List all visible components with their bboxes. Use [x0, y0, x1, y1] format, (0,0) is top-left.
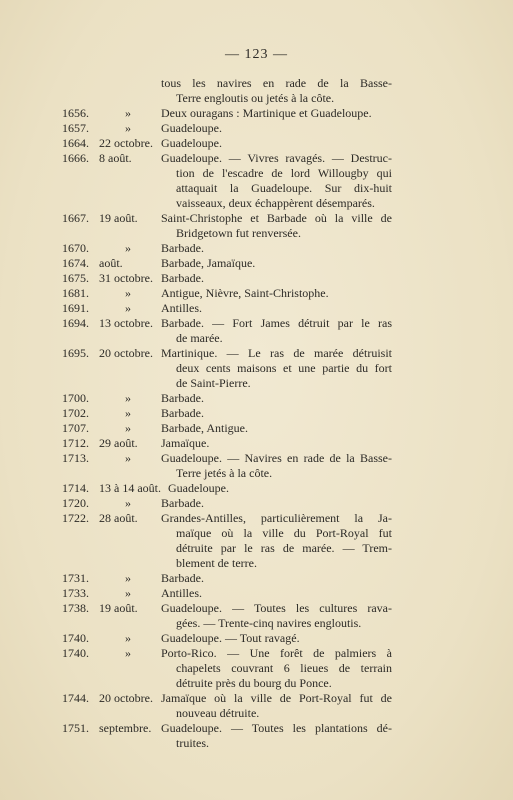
- entry-year: 1707.: [62, 421, 89, 435]
- entry-year: 1670.: [62, 241, 89, 255]
- entry-description: Barbade.: [161, 496, 204, 510]
- chronology-line: [62, 481, 392, 496]
- entry-description: Grandes-Antilles, particulièrement la Ja-: [161, 511, 392, 525]
- chronology-line: [62, 121, 392, 136]
- entry-description: Guadeloupe.: [161, 136, 222, 150]
- chronology-line: [62, 646, 392, 661]
- entry-description: Guadeloupe.: [168, 481, 229, 495]
- entry-year: 1675.: [62, 271, 89, 285]
- entry-date: 29 août.: [99, 436, 138, 450]
- entry-description: gées. — Trente-cinq navires engloutis.: [176, 616, 362, 630]
- chronology-line: [62, 706, 392, 721]
- entry-description: détruite près du bourg du Ponce.: [176, 676, 332, 690]
- entry-year: 1731.: [62, 571, 89, 585]
- entry-date: août.: [99, 256, 123, 270]
- entry-description: Barbade.: [161, 241, 204, 255]
- ditto-mark: »: [125, 646, 131, 660]
- entry-description: Terre engloutis ou jetés à la côte.: [176, 91, 335, 105]
- entry-year: 1714.: [62, 481, 89, 495]
- chronology-line: [62, 496, 392, 511]
- ditto-mark: »: [125, 571, 131, 585]
- entry-description: Barbade.: [161, 271, 204, 285]
- ditto-mark: »: [125, 301, 131, 315]
- ditto-mark: »: [125, 391, 131, 405]
- chronology-line: [62, 601, 392, 616]
- page-number: — 123 —: [225, 47, 288, 62]
- chronology-line: [62, 271, 392, 286]
- entry-description: Jamaïque où la ville de Port-Royal fut de: [161, 691, 392, 705]
- entry-year: 1738.: [62, 601, 89, 615]
- entry-year: 1702.: [62, 406, 89, 420]
- chronology-line: [62, 211, 392, 226]
- chronology-line: [62, 136, 392, 151]
- entry-description: nouveau détruite.: [176, 706, 260, 720]
- entry-year: 1733.: [62, 586, 89, 600]
- chronology-line: [62, 196, 392, 211]
- entry-description: de Saint-Pierre.: [176, 376, 251, 390]
- entry-date: 20 octobre.: [99, 346, 153, 360]
- chronology-line: [62, 556, 392, 571]
- entry-description: tous les navires en rade de la Basse-: [161, 76, 392, 90]
- entry-description: Jamaïque.: [161, 436, 210, 450]
- entry-year: 1740.: [62, 646, 89, 660]
- chronology-line: [62, 346, 392, 361]
- chronology-line: [62, 106, 392, 121]
- entry-date: septembre.: [99, 721, 152, 735]
- entry-description: attaquait la Guadeloupe. Sur dix-huit: [176, 181, 392, 195]
- entry-description: Deux ouragans : Martinique et Guadeloupe.: [161, 106, 372, 120]
- chronology-line: [62, 586, 392, 601]
- entry-description: Guadeloupe. — Tout ravagé.: [161, 631, 300, 645]
- entry-year: 1720.: [62, 496, 89, 510]
- entry-description: Barbade. — Fort James détruit par le ras: [161, 316, 392, 330]
- chronology-line: [62, 691, 392, 706]
- entry-year: 1722.: [62, 511, 89, 525]
- entry-description: Terre jetés à la côte.: [176, 466, 273, 480]
- chronology-line: [62, 736, 392, 751]
- entry-description: Antilles.: [161, 586, 202, 600]
- entry-description: maïque où la ville du Port-Royal fut: [176, 526, 392, 540]
- entry-year: 1656.: [62, 106, 89, 120]
- entry-description: Porto-Rico. — Une forêt de palmiers à: [161, 646, 392, 660]
- chronology-line: [62, 361, 392, 376]
- chronology-line: [62, 676, 392, 691]
- ditto-mark: »: [125, 106, 131, 120]
- entry-year: 1712.: [62, 436, 89, 450]
- entry-description: détruite par le ras de marée. — Trem-: [176, 541, 392, 555]
- chronology-line: [62, 511, 392, 526]
- entry-year: 1666.: [62, 151, 89, 165]
- entry-year: 1657.: [62, 121, 89, 135]
- chronology-line: [62, 721, 392, 736]
- chronology-line: [62, 436, 392, 451]
- entry-year: 1667.: [62, 211, 89, 225]
- entry-description: Barbade.: [161, 391, 204, 405]
- chronology-line: [62, 256, 392, 271]
- chronology-line: [62, 91, 392, 106]
- ditto-mark: »: [125, 241, 131, 255]
- entry-date: 8 août.: [99, 151, 132, 165]
- entry-description: Barbade.: [161, 571, 204, 585]
- entry-description: Guadeloupe. — Toutes les plantations dé-: [161, 721, 392, 735]
- chronology-line: [62, 226, 392, 241]
- entry-year: 1694.: [62, 316, 89, 330]
- entry-year: 1751.: [62, 721, 89, 735]
- entry-date: 19 août.: [99, 211, 138, 225]
- entry-description: Martinique. — Le ras de marée détruisit: [161, 346, 392, 360]
- entry-year: 1744.: [62, 691, 89, 705]
- entry-year: 1681.: [62, 286, 89, 300]
- chronology-line: [62, 286, 392, 301]
- ditto-mark: »: [125, 286, 131, 300]
- entry-year: 1664.: [62, 136, 89, 150]
- chronology-line: [62, 526, 392, 541]
- chronology-line: [62, 661, 392, 676]
- entry-description: Barbade, Antigue.: [161, 421, 248, 435]
- chronology-line: [62, 451, 392, 466]
- entry-description: Bridgetown fut renversée.: [176, 226, 301, 240]
- chronology-line: [62, 616, 392, 631]
- entry-date: 20 octobre.: [99, 691, 153, 705]
- entry-description: Barbade, Jamaïque.: [161, 256, 256, 270]
- entry-year: 1740.: [62, 631, 89, 645]
- ditto-mark: »: [125, 121, 131, 135]
- entry-date: 13 octobre.: [99, 316, 153, 330]
- ditto-mark: »: [125, 421, 131, 435]
- entry-year: 1695.: [62, 346, 89, 360]
- chronology-line: [62, 316, 392, 331]
- chronology-line: [62, 151, 392, 166]
- chronology-line: [62, 241, 392, 256]
- chronology-line: [62, 541, 392, 556]
- entry-description: Guadeloupe. — Vivres ravagés. — Destruc-: [161, 151, 392, 165]
- chronology-line: [62, 466, 392, 481]
- entry-description: Antilles.: [161, 301, 202, 315]
- entry-date: 19 août.: [99, 601, 138, 615]
- ditto-mark: »: [125, 451, 131, 465]
- entry-year: 1691.: [62, 301, 89, 315]
- entry-year: 1713.: [62, 451, 89, 465]
- entry-description: vaisseaux, deux échappèrent désemparés.: [176, 196, 375, 210]
- chronology-list: [62, 76, 392, 751]
- entry-date: 28 août.: [99, 511, 138, 525]
- chronology-line: [62, 631, 392, 646]
- entry-date: 31 octobre.: [99, 271, 153, 285]
- entry-description: de marée.: [176, 331, 223, 345]
- chronology-line: [62, 301, 392, 316]
- entry-description: Guadeloupe. — Toutes les cultures rava-: [161, 601, 392, 615]
- entry-description: Guadeloupe. — Navires en rade de la Basse-: [161, 451, 392, 465]
- entry-date: 13 à 14 août.: [99, 481, 161, 495]
- entry-date: 22 octobre.: [99, 136, 153, 150]
- chronology-line: [62, 166, 392, 181]
- entry-description: blement de terre.: [176, 556, 257, 570]
- chronology-line: [62, 391, 392, 406]
- chronology-line: [62, 406, 392, 421]
- entry-description: Guadeloupe.: [161, 121, 222, 135]
- entry-year: 1674.: [62, 256, 89, 270]
- ditto-mark: »: [125, 631, 131, 645]
- chronology-line: [62, 181, 392, 196]
- entry-description: Saint-Christophe et Barbade où la ville de: [161, 211, 392, 225]
- entry-description: chapelets couvrant 6 lieues de terrain: [176, 661, 392, 675]
- entry-year: 1700.: [62, 391, 89, 405]
- ditto-mark: »: [125, 496, 131, 510]
- ditto-mark: »: [125, 406, 131, 420]
- chronology-line: [62, 76, 392, 91]
- ditto-mark: »: [125, 586, 131, 600]
- chronology-line: [62, 571, 392, 586]
- chronology-line: [62, 331, 392, 346]
- chronology-line: [62, 421, 392, 436]
- chronology-line: [62, 376, 392, 391]
- entry-description: Barbade.: [161, 406, 204, 420]
- entry-description: deux cents maisons et une partie du fort: [176, 361, 392, 375]
- entry-description: truites.: [176, 736, 209, 750]
- entry-description: tion de l'escadre de lord Willougby qui: [176, 166, 392, 180]
- entry-description: Antigue, Nièvre, Saint-Christophe.: [161, 286, 329, 300]
